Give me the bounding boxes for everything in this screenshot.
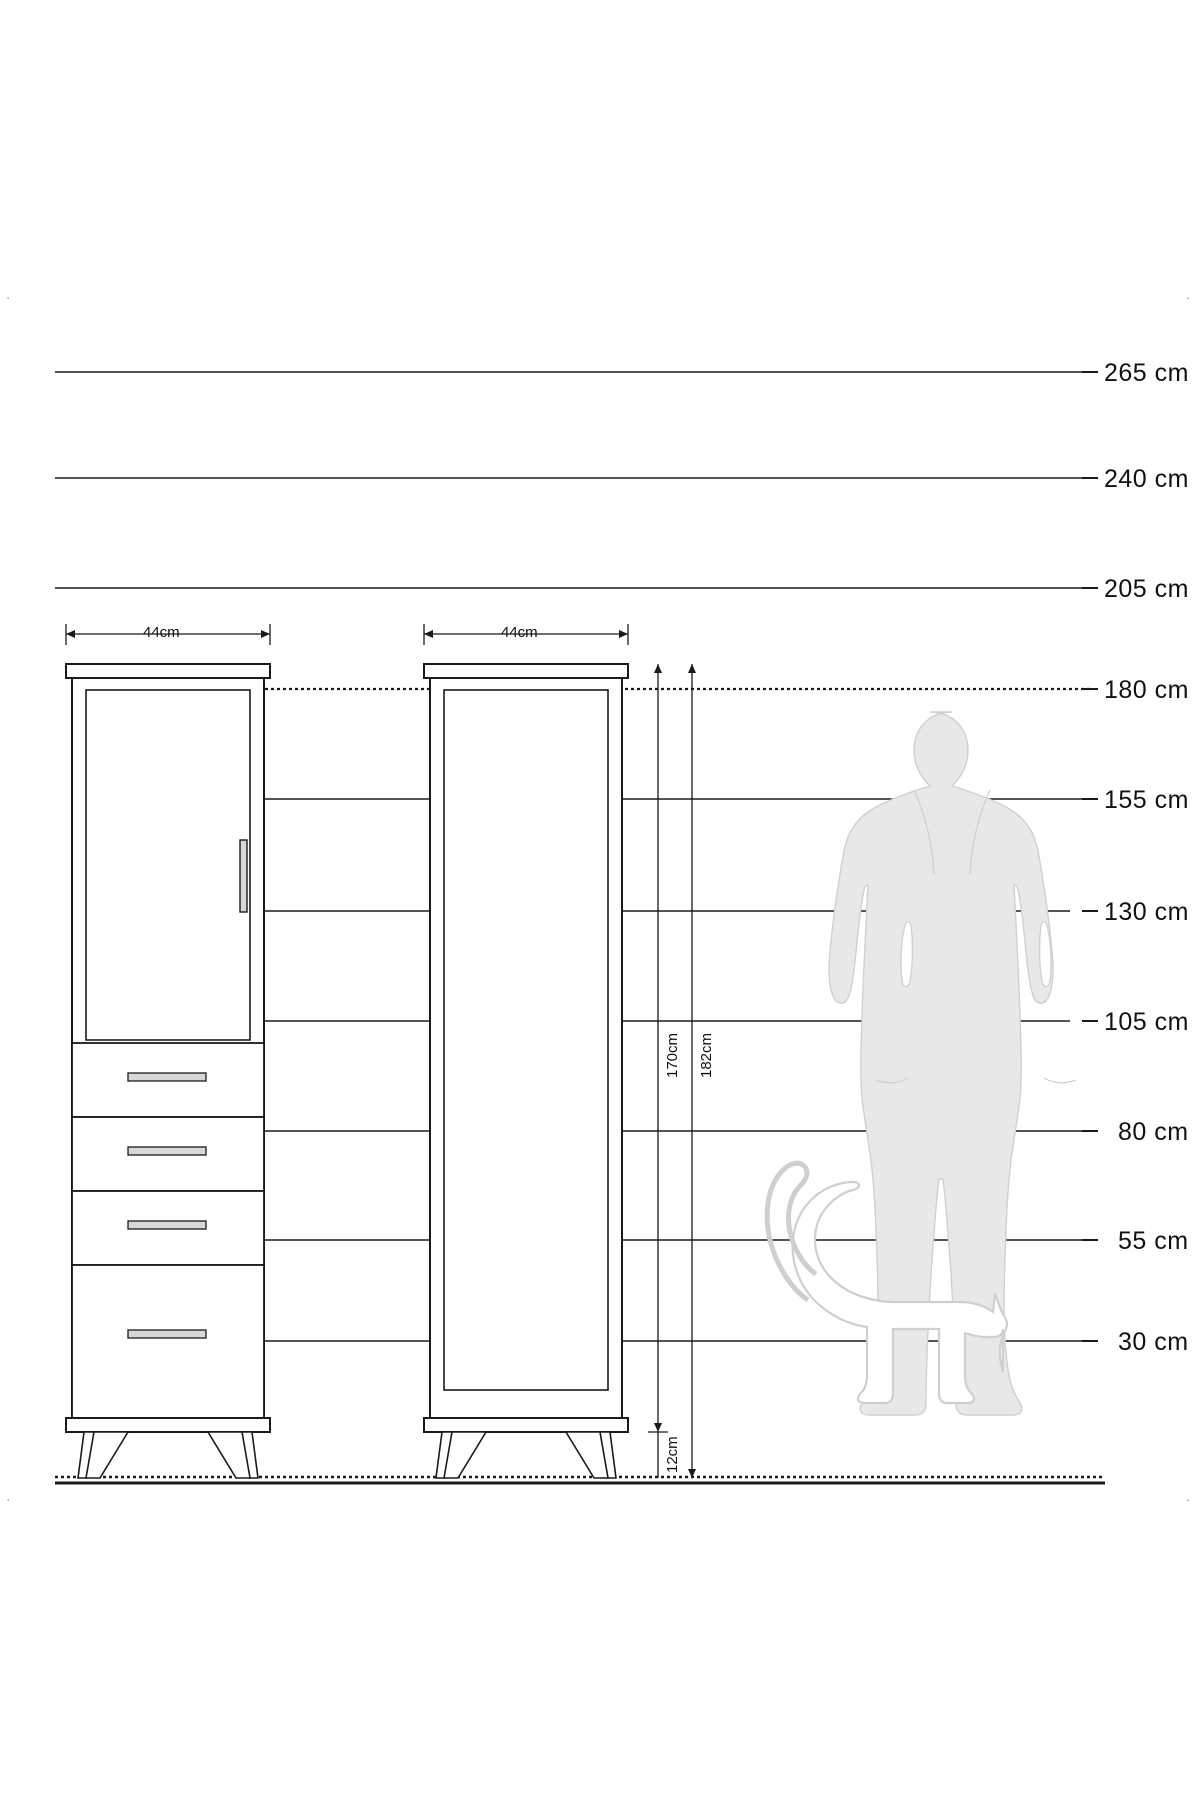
corner-mark-bottom-left: ·: [6, 1492, 11, 1507]
tall-cabinet-right: [424, 664, 628, 1478]
width-label-left: 44cm: [143, 624, 180, 641]
scale-label-130: 130 cm: [1104, 898, 1189, 926]
tall-cabinet-left: [66, 664, 270, 1478]
corner-mark-bottom-right: ·: [1186, 1492, 1191, 1507]
scale-label-80: 80 cm: [1118, 1118, 1189, 1146]
width-label-right: 44cm: [501, 624, 538, 641]
scale-label-240: 240 cm: [1104, 465, 1189, 493]
scale-label-205: 205 cm: [1104, 575, 1189, 603]
scale-label-155: 155 cm: [1104, 786, 1189, 814]
scale-label-55: 55 cm: [1118, 1227, 1189, 1255]
label-ticks: [1082, 372, 1098, 1341]
scale-label-30: 30 cm: [1118, 1328, 1189, 1356]
corner-mark-top-right: ·: [1186, 290, 1191, 305]
ground-line: [55, 1477, 1105, 1483]
scale-label-265: 265 cm: [1104, 359, 1189, 387]
height-dimension-182: [688, 664, 696, 1478]
height-label-12: 12cm: [664, 1436, 681, 1473]
height-dimension-170: [654, 664, 662, 1432]
height-label-182: 182cm: [698, 1032, 715, 1078]
corner-mark-top-left: ·: [6, 290, 11, 305]
scale-label-180: 180 cm: [1104, 676, 1189, 704]
height-label-170: 170cm: [664, 1032, 681, 1078]
scale-label-105: 105 cm: [1104, 1008, 1189, 1036]
